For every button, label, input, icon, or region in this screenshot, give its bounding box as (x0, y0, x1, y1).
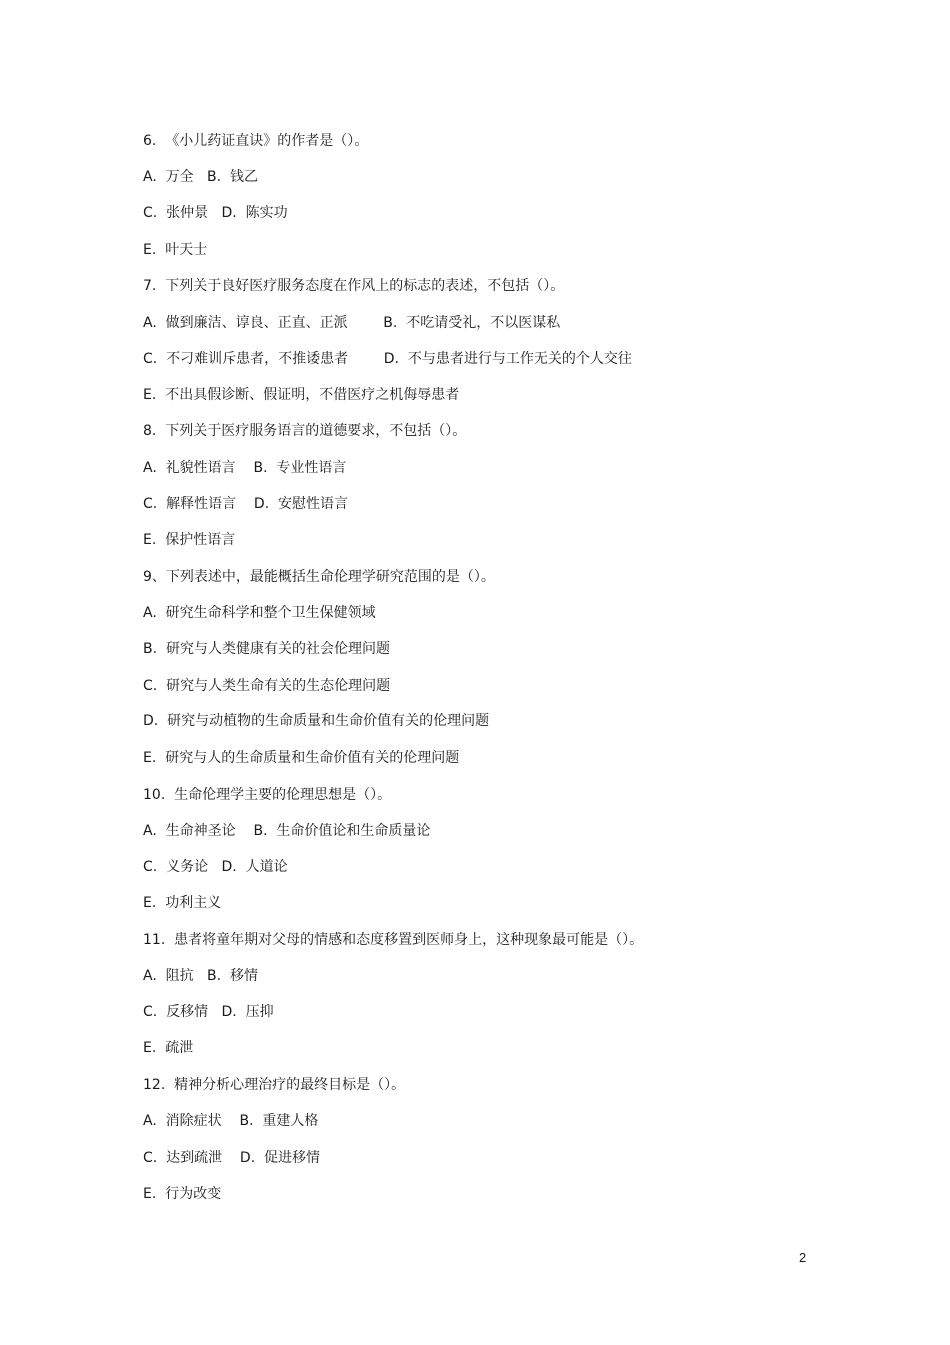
text-line: A. 研究生命科学和整个卫生保健领域 (143, 605, 376, 621)
text-line: E. 功利主义 (143, 895, 222, 911)
text-line: 6. 《小儿药证直诀》的作者是（）。 (143, 133, 369, 149)
text-line: E. 研究与人的生命质量和生命价值有关的伦理问题 (143, 750, 460, 766)
text-line: E. 保护性语言 (143, 532, 236, 548)
text-line: 8. 下列关于医疗服务语言的道德要求，不包括（）。 (143, 423, 467, 439)
text-line: C. 解释性语言 D. 安慰性语言 (143, 496, 349, 512)
text-line: A. 阻抗 B. 移情 (143, 968, 258, 984)
text-line: 7. 下列关于良好医疗服务态度在作风上的标志的表述，不包括（）。 (143, 278, 565, 294)
text-line: 9、下列表述中，最能概括生命伦理学研究范围的是（）。 (143, 569, 495, 585)
text-line: C. 不刁难训斥患者，不推诿患者 D. 不与患者进行与工作无关的个人交往 (143, 351, 632, 367)
text-line: E. 行为改变 (143, 1186, 222, 1202)
text-line: A. 礼貌性语言 B. 专业性语言 (143, 460, 347, 476)
text-line: 11. 患者将童年期对父母的情感和态度移置到医师身上，这种现象最可能是（）。 (143, 932, 644, 948)
text-line: C. 研究与人类生命有关的生态伦理问题 (143, 678, 391, 694)
text-line: E. 叶天士 (143, 242, 208, 258)
text-line: C. 达到疏泄 D. 促进移情 (143, 1150, 321, 1166)
text-line: D. 研究与动植物的生命质量和生命价值有关的伦理问题 (143, 713, 490, 729)
text-line: A. 万全 B. 钱乙 (143, 169, 258, 185)
text-line: A. 生命神圣论 B. 生命价值论和生命质量论 (143, 823, 431, 839)
page-number: 2 (799, 1250, 807, 1265)
text-line: B. 研究与人类健康有关的社会伦理问题 (143, 641, 390, 657)
text-line: E. 不出具假诊断、假证明，不借医疗之机侮辱患者 (143, 387, 460, 403)
text-line: 12. 精神分析心理治疗的最终目标是（）。 (143, 1077, 406, 1093)
text-line: C. 义务论 D. 人道论 (143, 859, 288, 875)
text-line: C. 反移情 D. 压抑 (143, 1004, 274, 1020)
text-line: C. 张仲景 D. 陈实功 (143, 205, 288, 221)
text-line: E. 疏泄 (143, 1040, 194, 1056)
text-line: 10. 生命伦理学主要的伦理思想是（）。 (143, 787, 392, 803)
text-line: A. 消除症状 B. 重建人格 (143, 1113, 319, 1129)
text-line: A. 做到廉洁、谆良、正直、正派 B. 不吃请受礼，不以医谋私 (143, 315, 561, 331)
